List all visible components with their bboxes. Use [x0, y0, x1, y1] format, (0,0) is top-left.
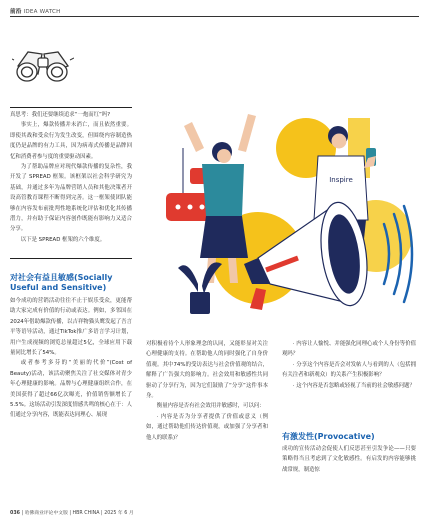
bullet-item: · 内容是否为分享者提供了价值或意义（例如，通过帮助他们传达价值观，或加强了分享者和他人的联系)？ — [146, 413, 268, 441]
column-rule-top — [10, 107, 132, 108]
lede-block — [10, 110, 132, 245]
bullet-item: · 分享这个内容是否会对发帖人与看到的人（包括拥有关注者和新观众）的关系产生积极影响？ — [282, 361, 416, 379]
section2-paragraph: 成功的宣传活动会促使人们反思甚至引发争论——只要策略得当且考虑到了文化敏感性。有启发的内容能够挑战常规，制造惊 — [282, 446, 416, 473]
header-label: 前沿 — [10, 9, 22, 15]
section1-paragraph: 如今成功的营销活动往往不止于娱乐受众，更能帮助大家完成有价值的行动或表达。例如，多邻国在2024年借助爆款传播，以吉祥物猫头鹰发起了吾言平等语导活动，通过TikTok推广多语言学习计划，用户生成视频的浏览总量超过5亿，全球应用下载量同比增长了54%。 — [10, 298, 132, 357]
bullet-item: · 内容让人愉悦、并能强化同理心或个人身份等价值观吗？ — [282, 341, 416, 358]
lede-paragraph: 为了帮助品牌应对现代爆款传播的复杂性，我开发了 SPREAD 框架。该框架以社会科学研究为基础，并通过多年为品牌营销人员和其他决策者开设高管教育课程不断得到完善。这一框架使团队能够在内容发布前批判性地系统化评估和优化其传播潜力，并有助于保证内容创作既能有影响力又适合分享。 — [10, 164, 132, 233]
lede-paragraph: 事实上，爆款传播并未消亡，而且依然重要。即使其战和受众行为发生改变，但围绕内容制造热度仍是品牌的有力工具，因为病毒式传播是品牌回忆和消费者参与度的重要驱动因素。 — [10, 122, 132, 160]
lede-paragraph: 以下是 SPREAD 框架的六个维度。 — [20, 236, 106, 243]
page-footer — [10, 509, 134, 516]
column-rule — [10, 258, 132, 259]
megaphone-illustration — [138, 108, 421, 320]
shirt-text: Inspire — [329, 176, 353, 184]
section-heading-social: 对社会有益且敏感(Socially Useful and Sensitive) — [10, 273, 113, 292]
section2-body — [282, 444, 416, 475]
middle-paragraph: 对积极看待个人形象理念的认同，又能彰显对关注心理健康的支持。在帮助他人的同时强化了自身价值观。其中74%的受访表达与社会价值观的结合，解释了广告强大的影响力。社会效用和敏感性共同驱动了分享行为，因为它们鼓励了“分享”这件事本身。 — [146, 341, 268, 400]
page-number: 036 — [10, 511, 21, 516]
section-heading-provocative: 有激发性(Provocative) — [282, 432, 375, 441]
lede-question: 真思考：我们还要继续追求“一炮而红”吗? — [10, 112, 111, 118]
header-section: IDEA WATCH — [23, 9, 61, 15]
section1-body — [10, 296, 132, 421]
header-rule — [10, 16, 419, 17]
bullet-item: · 这个内容是否忽略或轻视了当前的社会敏感问题？ — [292, 382, 415, 389]
binoculars-icon — [12, 44, 74, 84]
footer-text: | 哈佛商业评论中文版 | HBR CHINA | 2025 年 6 月 — [21, 511, 134, 516]
section1-paragraph: 或者参考多芬的“美丽的代价”(Cost of Beauty)活动，该活动聚焦关注了社交媒体对青少年心理健康的影响。品牌与心理健康组织合作，在美国获得了超过66亿次曝光，价值销售额增长了5.5%。这场活动引发深度情感共鸣的核心在于：人们通过分享内容，既能表达同理心、展现 — [10, 360, 132, 419]
running-header — [10, 7, 61, 15]
right-column — [282, 339, 416, 391]
middle-paragraph: 衡量内容是否有社会效用并敏感时，可以问： — [156, 403, 265, 410]
middle-column — [146, 339, 268, 443]
